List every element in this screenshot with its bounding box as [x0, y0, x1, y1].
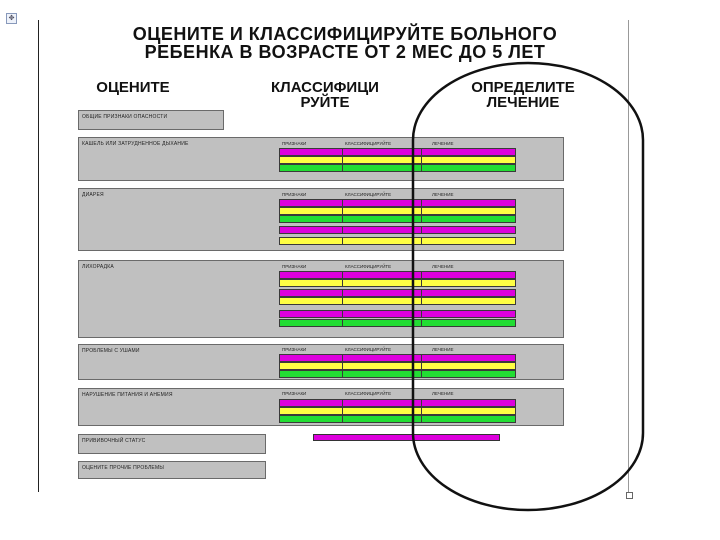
col-header-treatment: ЛЕЧЕНИЕ	[432, 141, 454, 146]
col-header-classify: КЛАССИФИЦИРУЙТЕ	[345, 391, 392, 396]
page-title-line-2: РЕБЕНКА В ВОЗРАСТЕ ОТ 2 МЕС ДО 5 ЛЕТ	[144, 42, 546, 62]
col-header-signs: ПРИЗНАКИ	[282, 347, 307, 352]
col-header-classify: КЛАССИФИЦИРУЙТЕ	[345, 347, 392, 352]
col-header-treatment: ЛЕЧЕНИЕ	[432, 347, 454, 352]
col-header-signs: ПРИЗНАКИ	[282, 391, 307, 396]
column-heading-treat-line-1: ОПРЕДЕЛИТЕ	[471, 79, 575, 96]
col-header-signs: ПРИЗНАКИ	[282, 192, 307, 197]
column-heading-treat-line-2: ЛЕЧЕНИЕ	[486, 94, 560, 111]
col-header-signs: ПРИЗНАКИ	[282, 141, 307, 146]
section-label: НАРУШЕНИЕ ПИТАНИЯ И АНЕМИЯ	[82, 392, 173, 398]
col-header-classify: КЛАССИФИЦИРУЙТЕ	[345, 141, 392, 146]
col-header-classify: КЛАССИФИЦИРУЙТЕ	[345, 264, 392, 269]
section-label: ДИАРЕЯ	[82, 192, 104, 198]
section-label: ОЦЕНИТЕ ПРОЧИЕ ПРОБЛЕМЫ	[82, 465, 164, 471]
column-heading-classify-line-1: КЛАССИФИЦИ	[271, 79, 379, 96]
column-heading-classify-line-2: РУЙТЕ	[300, 94, 350, 111]
col-header-treatment: ЛЕЧЕНИЕ	[432, 391, 454, 396]
section-label: ЛИХОРАДКА	[82, 264, 114, 270]
page-title-line-1: ОЦЕНИТЕ И КЛАССИФИЦИРУЙТЕ БОЛЬНОГО	[132, 24, 558, 44]
section-label: КАШЕЛЬ ИЛИ ЗАТРУДНЕННОЕ ДЫХАНИЕ	[82, 141, 189, 147]
section-label: ПРИВИВОЧНЫЙ СТАТУС	[82, 438, 146, 444]
col-header-signs: ПРИЗНАКИ	[282, 264, 307, 269]
col-header-treatment: ЛЕЧЕНИЕ	[432, 264, 454, 269]
move-handle-icon[interactable]: ✥	[6, 13, 17, 24]
section-label: ОБЩИЕ ПРИЗНАКИ ОПАСНОСТИ	[82, 114, 168, 120]
column-heading-assess: ОЦЕНИТЕ	[96, 79, 170, 96]
col-header-treatment: ЛЕЧЕНИЕ	[432, 192, 454, 197]
col-header-classify: КЛАССИФИЦИРУЙТЕ	[345, 192, 392, 197]
section-label: ПРОБЛЕМЫ С УШАМИ	[82, 348, 140, 354]
